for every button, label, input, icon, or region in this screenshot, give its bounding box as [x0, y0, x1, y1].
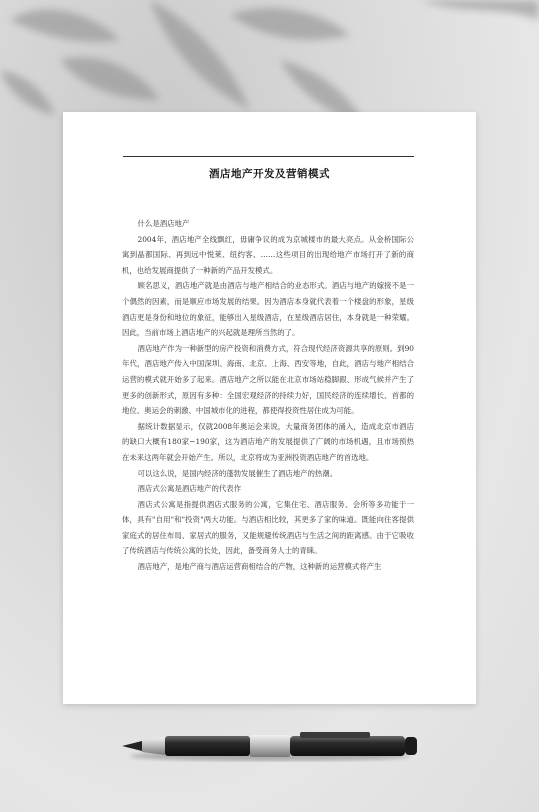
section-heading: 什么是酒店地产 — [137, 219, 190, 228]
paragraph: 顾名思义，酒店地产就是由酒店与地产相结合的业态形式。酒店与地产的嫁接不是一个偶然的因素，而是顺应市场发展的结果。因为酒店本身就代表着一个楼盘的形象，星级酒店更是身份和地位的象征，能够出入星级酒店，在星级酒店居住，本身就是一种荣耀。因此，当前市场上酒店地产的兴起就是理所当然的了。 — [122, 281, 414, 338]
header-rule — [123, 156, 414, 157]
paragraph: 据统计数据显示，仅就2008年奥运会来说，大量商务团体的涌入，造成北京市酒店的缺口大概有180家~190家，这为酒店地产的发展提供了广阔的市场机遇，且市场预热在未来这两年就会开始产生。所以，北京将成为亚洲投资酒店地产的首选地。 — [122, 421, 414, 462]
paragraph: 2004年，酒店地产全线飘红，毋庸争议的成为京城楼市的最大亮点。从金桥国际公寓到晶都国际、再到远中悦莱、纽约客、……这些项目的出现给地产市场打开了新的商机，也给发展商提供了一种新的产品开发模式。 — [122, 234, 414, 275]
leaf-shadow-decoration — [0, 0, 539, 130]
paragraph: 酒店地产，是地产商与酒店运营商相结合的产物，这种新的运营模式将产生 — [137, 562, 382, 572]
document-title: 酒店地产开发及营销模式 — [209, 168, 330, 180]
section-heading: 酒店式公寓是酒店地产的代表作 — [137, 484, 242, 494]
document-page — [63, 112, 476, 704]
paragraph: 酒店式公寓是指提供酒店式服务的公寓，它集住宅、酒店服务、会所等多功能于一体，具有"自用"和"投资"两大功能。与酒店相比较，其更多了家的味道。既能向住客提供家庭式的居住布局、家居式的服务，又能规避传统酒店与生活之间的距离感。由于它吸收了传统酒店与传统公寓的长处，因此，备受商务人士的青睐。 — [122, 499, 414, 556]
paragraph: 可以这么说，是国内经济的蓬勃发展催生了酒店地产的热潮。 — [137, 468, 338, 478]
paragraph: 酒店地产作为一种新型的房产投资和消费方式，符合现代经济资源共享的原则。到90年代，酒店地产传入中国深圳、海南、北京、上海、西安等地，自此，酒店与地产相结合运营的模式就开始多了起来。酒店地产之所以能在北京市场站稳脚跟、形成气候并产生了更多的创新形式，原因有多种：全国宏观经济的持续力好，国民经济的连续增长、首都的地位、奥运会的刺激、中国城市化的进程，都使得投资性居住成为可能。 — [122, 343, 414, 416]
pen-decoration — [120, 726, 420, 766]
document-body — [122, 216, 414, 575]
